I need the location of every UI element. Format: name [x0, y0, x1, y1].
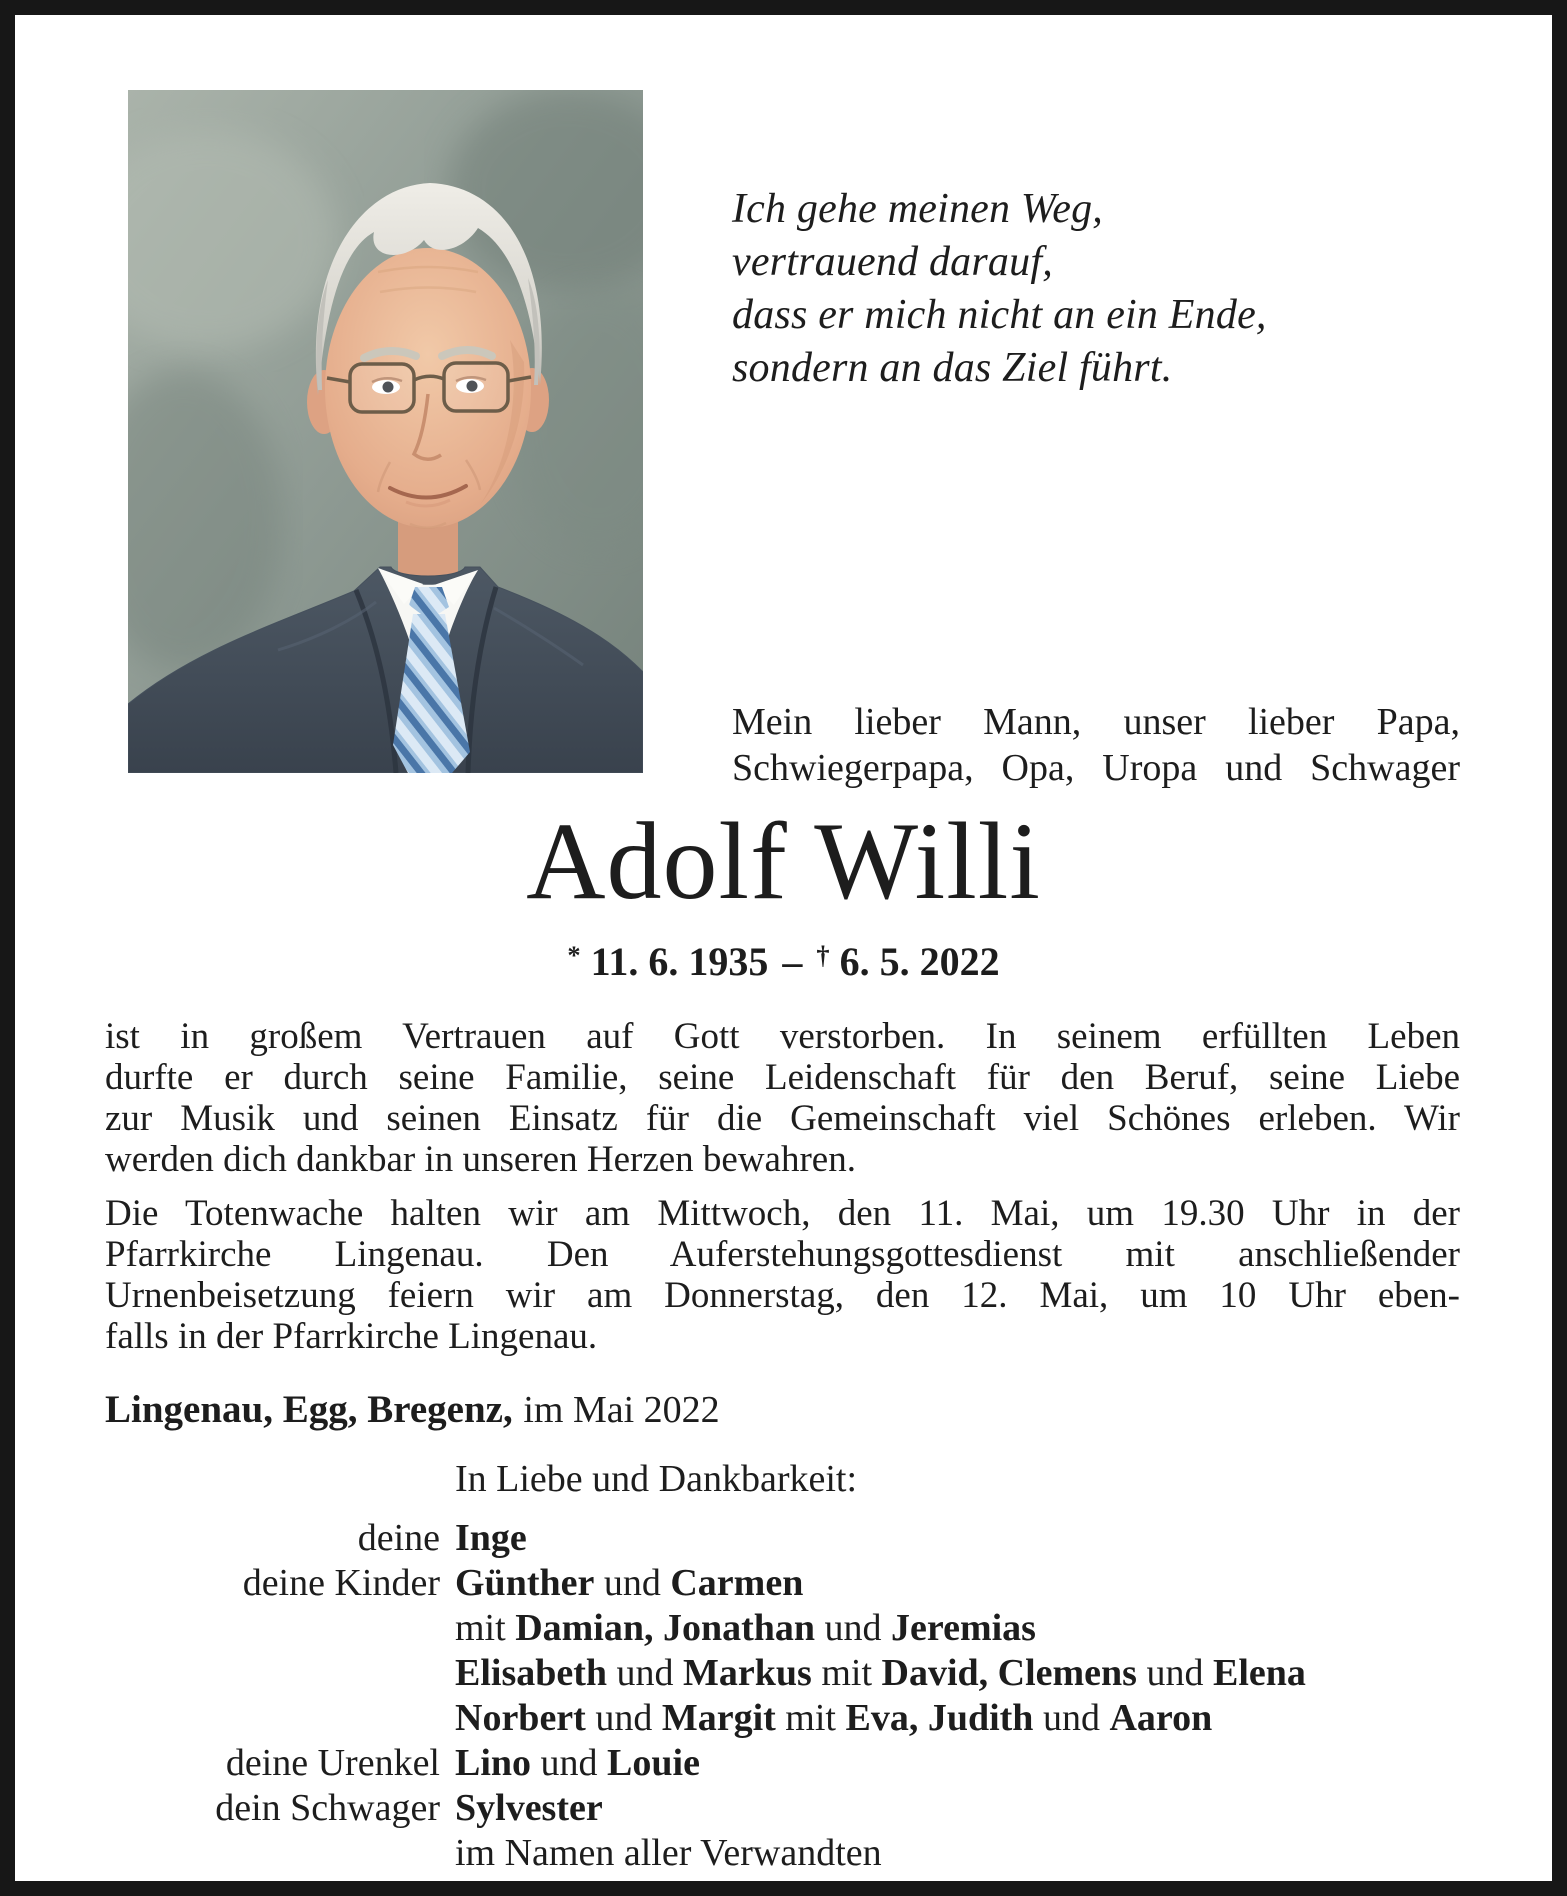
closing-heading: In Liebe und Dankbarkeit:	[455, 1458, 858, 1500]
dateline-places: Lingenau, Egg, Bregenz,	[105, 1388, 513, 1431]
dateline-date: im Mai 2022	[523, 1389, 720, 1431]
death-cross-icon: †	[816, 939, 830, 970]
mourner-names: Inge	[455, 1517, 527, 1559]
paragraph-line: Urnenbeisetzung feiern wir am Donnerstag, den 12. Mai, um 10 Uhr eben-	[105, 1275, 1460, 1316]
mourner-label: dein Schwager	[215, 1787, 440, 1829]
mourner-row	[105, 1831, 1460, 1876]
deceased-name: Adolf Willi	[526, 800, 1041, 922]
dates-separator: –	[782, 939, 803, 984]
mourner-row	[105, 1741, 1460, 1786]
mourner-label	[105, 1606, 455, 1651]
quote-line: Ich gehe meinen Weg,	[732, 186, 1103, 232]
mourner-row	[105, 1606, 1460, 1651]
mourner-label: deine Kinder	[242, 1562, 440, 1604]
mourner-label: deine	[357, 1517, 440, 1559]
life-dates	[15, 938, 1552, 990]
mourner-label: deine Urenkel	[225, 1742, 440, 1784]
mourner-names: Norbert und Margit mit Eva, Judith und Aaron	[455, 1697, 1213, 1739]
paragraph-line: ist in großem Vertrauen auf Gott verstorben. In seinem erfüllten Leben	[105, 1016, 1460, 1057]
paragraph-line: Pfarrkirche Lingenau. Den Auferstehungsgottesdienst mit anschließender	[105, 1234, 1460, 1275]
relation-intro-line: Schwiegerpapa, Opa, Uropa und Schwager	[732, 747, 1460, 789]
right-lens	[444, 363, 508, 411]
mourner-names: Sylvester	[455, 1787, 603, 1829]
birth-date: 11. 6. 1935	[590, 939, 769, 984]
quote-line: dass er mich nicht an ein Ende,	[732, 292, 1267, 338]
paragraph-line: falls in der Pfarrkirche Lingenau.	[105, 1316, 598, 1357]
mourner-row	[105, 1516, 1460, 1561]
mourner-label	[105, 1696, 455, 1741]
left-lens	[350, 364, 414, 412]
mourner-names: Günther und Carmen	[455, 1562, 804, 1604]
mourner-label	[105, 1831, 455, 1876]
relation-intro-line: Mein lieber Mann, unser lieber Papa,	[732, 701, 1460, 743]
paragraph-line: werden dich dankbar in unseren Herzen bewahren.	[105, 1139, 856, 1180]
mourner-row	[105, 1696, 1460, 1741]
paragraph-line: zur Musik und seinen Einsatz für die Gemeinschaft viel Schönes erleben. Wir	[105, 1098, 1460, 1139]
obituary-paragraph-1	[105, 1016, 1460, 1180]
death-date: 6. 5. 2022	[839, 939, 1000, 984]
quote-block	[732, 183, 1267, 395]
mourner-names: Lino und Louie	[455, 1742, 700, 1784]
closing-section	[105, 1457, 1460, 1876]
dateline	[105, 1387, 1460, 1433]
paragraph-line: durfte er durch seine Familie, seine Leidenschaft für den Beruf, seine Liebe	[105, 1057, 1460, 1098]
portrait-photo-illustration	[128, 90, 643, 773]
mourner-row	[105, 1561, 1460, 1606]
portrait-photo	[128, 90, 643, 773]
mourner-names: mit Damian, Jonathan und Jeremias	[455, 1607, 1036, 1649]
header-section	[15, 15, 1552, 789]
mourner-names: im Namen aller Verwandten	[455, 1832, 882, 1874]
quote-line: sondern an das Ziel führt.	[732, 345, 1173, 391]
mourner-names: Elisabeth und Markus mit David, Clemens und Elena	[455, 1652, 1306, 1694]
obituary-paragraph-2	[105, 1193, 1460, 1357]
birth-star-icon: *	[567, 939, 581, 970]
mourner-label	[105, 1651, 455, 1696]
quote-line: vertrauend darauf,	[732, 239, 1053, 285]
paragraph-line: Die Totenwache halten wir am Mittwoch, den 11. Mai, um 19.30 Uhr in der	[105, 1193, 1460, 1234]
relation-intro	[732, 699, 1460, 791]
mourner-row	[105, 1651, 1460, 1696]
mourner-row	[105, 1786, 1460, 1831]
